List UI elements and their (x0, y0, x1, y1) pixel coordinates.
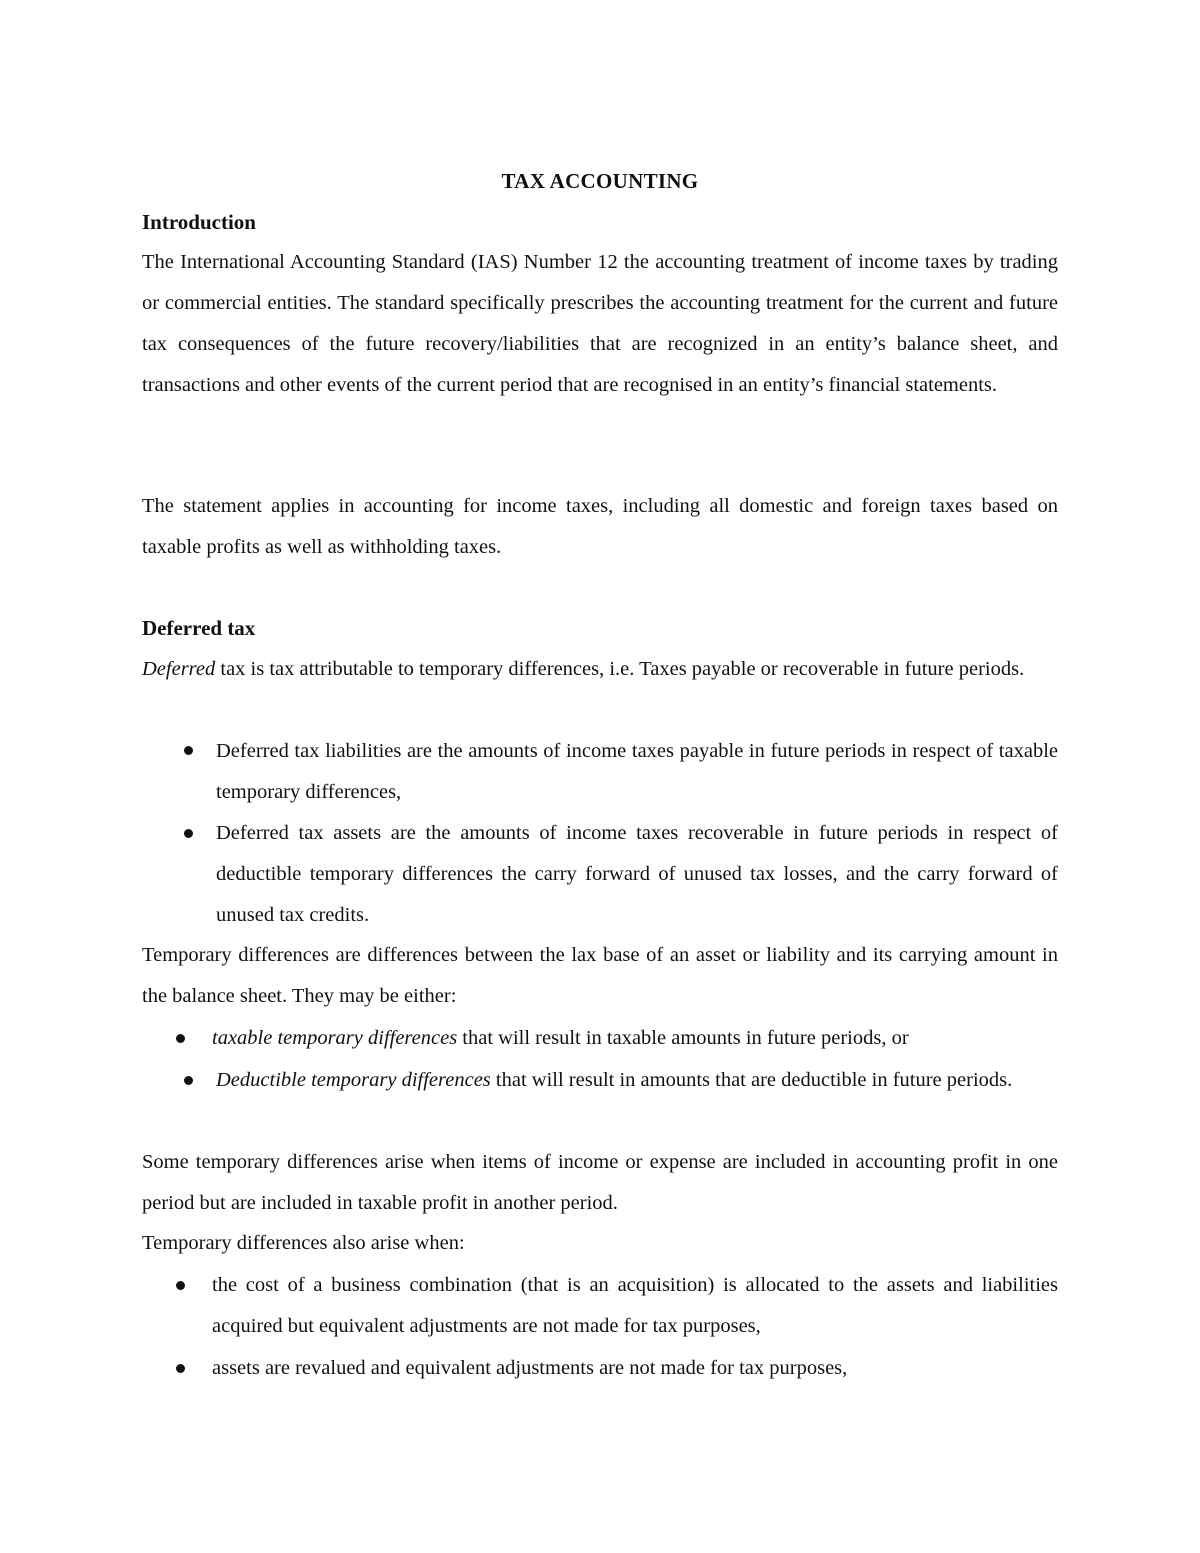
introduction-heading: Introduction (142, 210, 256, 234)
deductible-text: that will result in amounts that are deductible in future periods. (490, 1069, 1013, 1091)
bullet-icon (184, 1076, 193, 1085)
deferred-tax-heading: Deferred tax (142, 616, 256, 640)
deferred-tax-definition (142, 649, 1058, 690)
list-item-taxable (212, 1018, 1058, 1059)
document-title: TAX ACCOUNTING (501, 169, 699, 193)
deferred-term: Deferred (142, 658, 216, 680)
some-temporary-paragraph: Some temporary differences arise when items of income or expense are included in accounting profit in one period but are included in taxable profit in another period. (142, 1151, 1058, 1214)
list-item-dta: Deferred tax assets are the amounts of income taxes recoverable in future periods in respect of deductible temporary differences the carry forward of unused tax losses, and the carry forward of unused tax credits. (216, 822, 1058, 926)
bullet-icon (184, 829, 193, 838)
bullet-icon (176, 1034, 185, 1043)
introduction-paragraph-1: The International Accounting Standard (IAS) Number 12 the accounting treatment of income taxes by trading or commercial entities. The standard specifically prescribes the accounting treatment for the current and future tax consequences of the future recovery/liabilities that are recognized in an entity’s balance sheet, and transactions and other events of the current period that are recognised in an entity’s financial statements. (142, 251, 1058, 396)
list-item-deductible (216, 1060, 1058, 1101)
bullet-icon (176, 1364, 185, 1373)
list-item-revalued: assets are revalued and equivalent adjustments are not made for tax purposes, (212, 1357, 848, 1379)
taxable-term: taxable temporary differences (212, 1027, 458, 1049)
deferred-definition-text: tax is tax attributable to temporary differences, i.e. Taxes payable or recoverable in future periods. (215, 658, 1025, 680)
list-item-business-combination: the cost of a business combination (that is an acquisition) is allocated to the assets and liabilities acquired but equivalent adjustments are not made for tax purposes, (212, 1274, 1058, 1337)
deductible-term: Deductible temporary differences (216, 1069, 491, 1091)
bullet-icon (184, 746, 193, 755)
taxable-text: that will result in taxable amounts in future periods, or (457, 1027, 909, 1049)
list-item-dtl: Deferred tax liabilities are the amounts of income taxes payable in future periods in respect of taxable temporary differences, (216, 740, 1058, 803)
introduction-paragraph-2: The statement applies in accounting for income taxes, including all domestic and foreign taxes based on taxable profits as well as withholding taxes. (142, 495, 1058, 558)
bullet-icon (176, 1281, 185, 1290)
also-arise-paragraph: Temporary differences also arise when: (142, 1232, 465, 1254)
temporary-differences-paragraph: Temporary differences are differences between the lax base of an asset or liability and its carrying amount in the balance sheet. They may be either: (142, 944, 1058, 1007)
